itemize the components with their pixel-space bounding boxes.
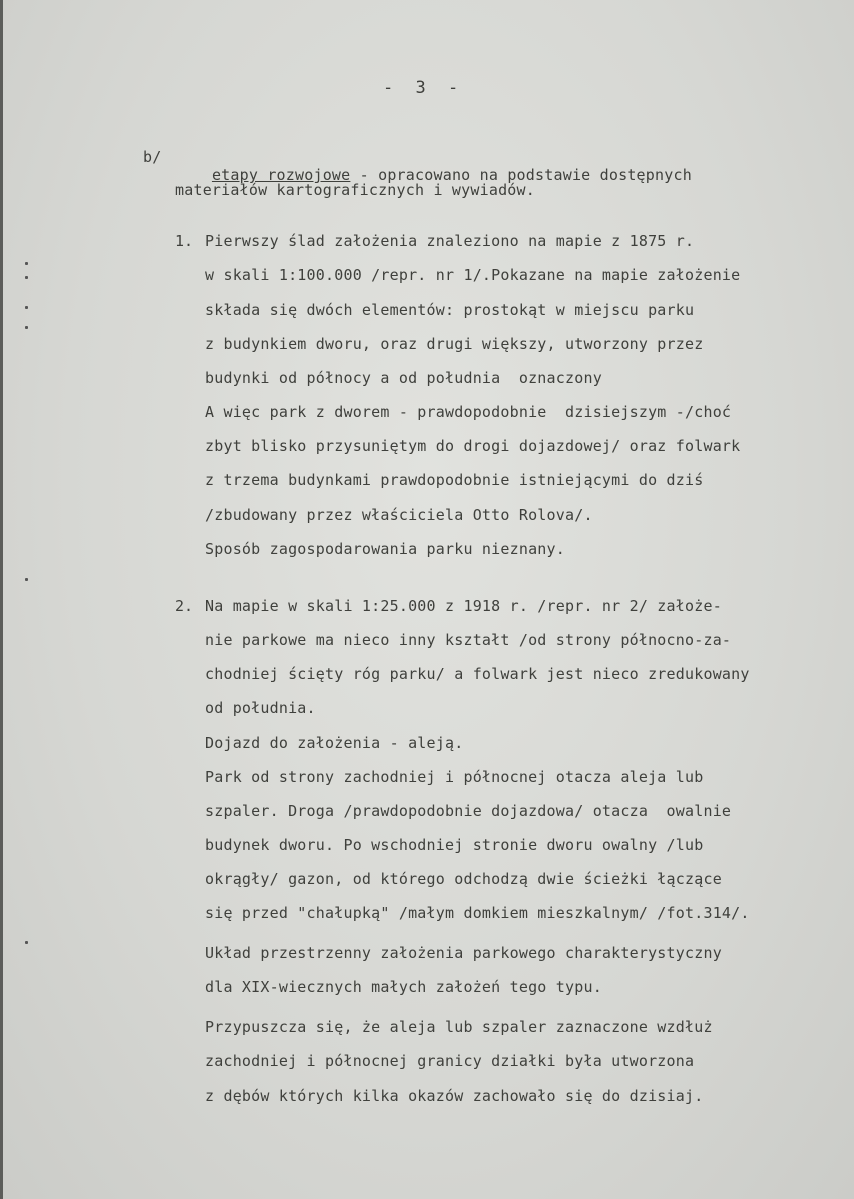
item2-line: Układ przestrzenny założenia parkowego charakterystyczny bbox=[205, 944, 722, 962]
item1-line: /zbudowany przez właściciela Otto Rolova/. bbox=[205, 506, 593, 524]
item2-number: 2. bbox=[175, 597, 194, 615]
item2-line: zachodniej i północnej granicy działki była utworzona bbox=[205, 1052, 695, 1070]
margin-mark bbox=[25, 306, 28, 309]
item1-line: składa się dwóch elementów: prostokąt w miejscu parku bbox=[205, 301, 695, 319]
item1-line: z budynkiem dworu, oraz drugi większy, utworzony przez bbox=[205, 335, 704, 353]
margin-mark bbox=[25, 941, 28, 944]
item1-line: z trzema budynkami prawdopodobnie istniejącymi do dziś bbox=[205, 471, 704, 489]
item2-line: szpaler. Droga /prawdopodobnie dojazdowa/ otacza owalnie bbox=[205, 802, 732, 820]
item1-line: w skali 1:100.000 /repr. nr 1/.Pokazane na mapie założenie bbox=[205, 266, 741, 284]
margin-mark bbox=[25, 578, 28, 581]
item1-line: Sposób zagospodarowania parku nieznany. bbox=[205, 540, 565, 558]
page-number: - 3 - bbox=[383, 78, 465, 98]
section-heading-underlined: etapy rozwojowe bbox=[211, 166, 351, 184]
item2-line: okrągły/ gazon, od którego odchodzą dwie ścieżki łączące bbox=[205, 870, 722, 888]
item2-line: Przypuszcza się, że aleja lub szpaler zaznaczone wzdłuż bbox=[205, 1018, 713, 1036]
margin-mark bbox=[25, 276, 28, 279]
item1-number: 1. bbox=[175, 232, 194, 250]
item1-line: A więc park z dworem - prawdopodobnie dzisiejszym -/choć bbox=[205, 403, 732, 421]
section-marker: b/ bbox=[143, 148, 162, 166]
item1-line: zbyt blisko przysuniętym do drogi dojazdowej/ oraz folwark bbox=[205, 437, 741, 455]
item2-line: budynek dworu. Po wschodniej stronie dworu owalny /lub bbox=[205, 836, 704, 854]
item2-line: Park od strony zachodniej i północnej otacza aleja lub bbox=[205, 768, 704, 786]
section-heading-rest: - opracowano na podstawie dostępnych bbox=[350, 166, 692, 184]
item2-line: nie parkowe ma nieco inny kształt /od strony północno-za- bbox=[205, 631, 732, 649]
item2-line: Na mapie w skali 1:25.000 z 1918 r. /repr. nr 2/ założe- bbox=[205, 597, 722, 615]
item2-line: Dojazd do założenia - aleją. bbox=[205, 734, 464, 752]
item2-line: się przed "chałupką" /małym domkiem mieszkalnym/ /fot.314/. bbox=[205, 904, 750, 922]
item2-line: dla XIX-wiecznych małych założeń tego typu. bbox=[205, 978, 602, 996]
item2-line: chodniej ścięty róg parku/ a folwark jest nieco zredukowany bbox=[205, 665, 750, 683]
item1-line: Pierwszy ślad założenia znaleziono na mapie z 1875 r. bbox=[205, 232, 695, 250]
margin-mark bbox=[25, 262, 28, 265]
item2-line: z dębów których kilka okazów zachowało się do dzisiaj. bbox=[205, 1087, 704, 1105]
item1-line: budynki od północy a od południa oznaczony bbox=[205, 369, 602, 387]
section-heading-line2: materiałów kartograficznych i wywiadów. bbox=[175, 181, 535, 199]
margin-mark bbox=[25, 326, 28, 329]
item2-line: od południa. bbox=[205, 699, 316, 717]
